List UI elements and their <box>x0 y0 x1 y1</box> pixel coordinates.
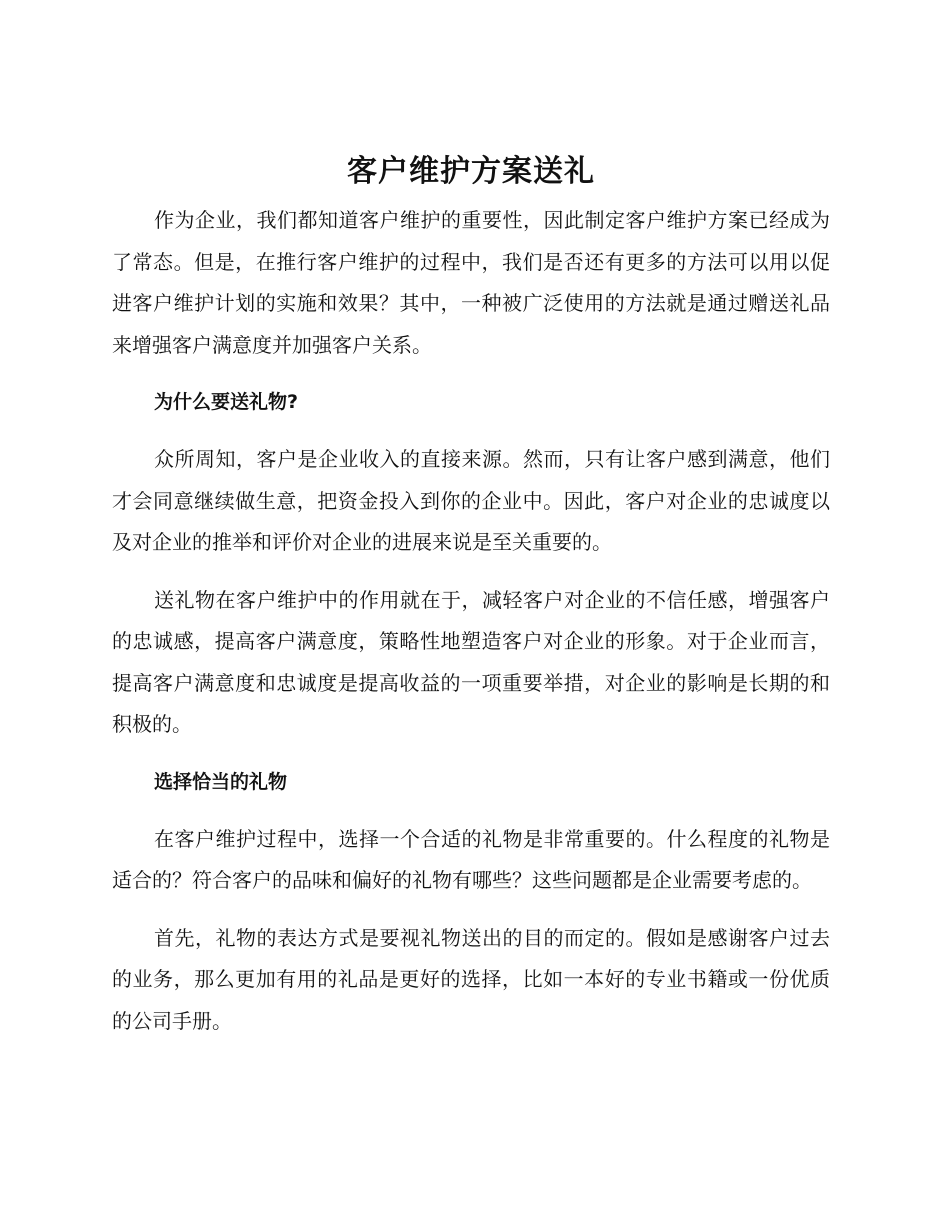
intro-paragraph: 作为企业，我们都知道客户维护的重要性，因此制定客户维护方案已经成为了常态。但是，在推行客户维护的过程中，我们是否还有更多的方法可以用以促进客户维护计划的实施和效果？其中，一种被广泛使用的方法就是通过赠送礼品来增强客户满意度并加强客户关系。 <box>112 208 830 357</box>
section2-paragraph-1: 在客户维护过程中，选择一个合适的礼物是非常重要的。什么程度的礼物是适合的？符合客户的品味和偏好的礼物有哪些？这些问题都是企业需要考虑的。 <box>112 826 830 892</box>
section-heading-why-gift: 为什么要送礼物? <box>154 391 299 413</box>
section-heading-choose-gift: 选择恰当的礼物 <box>154 770 288 793</box>
document-title: 客户维护方案送礼 <box>347 154 595 189</box>
spacer <box>112 423 830 439</box>
section1-paragraph-2: 送礼物在客户维护中的作用就在于，减轻客户对企业的不信任感，增强客户的忠诚感，提高客户满意度，策略性地塑造客户对企业的形象。对于企业而言，提高客户满意度和忠诚度是提高收益的一项重要举措，对企业的影响是长期的和积极的。 <box>112 587 830 736</box>
spacer <box>112 803 830 819</box>
section2-paragraph-2: 首先，礼物的表达方式是要视礼物送出的目的而定的。假如是感谢客户过去的业务，那么更加有用的礼品是更好的选择，比如一本好的专业书籍或一份优质的公司手册。 <box>112 925 830 1033</box>
spacer <box>112 564 830 580</box>
spacer <box>112 746 830 762</box>
document-page <box>112 150 830 1042</box>
section1-paragraph-1: 众所周知，客户是企业收入的直接来源。然而，只有让客户感到满意，他们才会同意继续做生意，把资金投入到你的企业中。因此，客户对企业的忠诚度以及对企业的推举和评价对企业的进展来说是至关重要的。 <box>112 447 830 554</box>
spacer <box>112 902 830 918</box>
spacer <box>112 366 830 382</box>
